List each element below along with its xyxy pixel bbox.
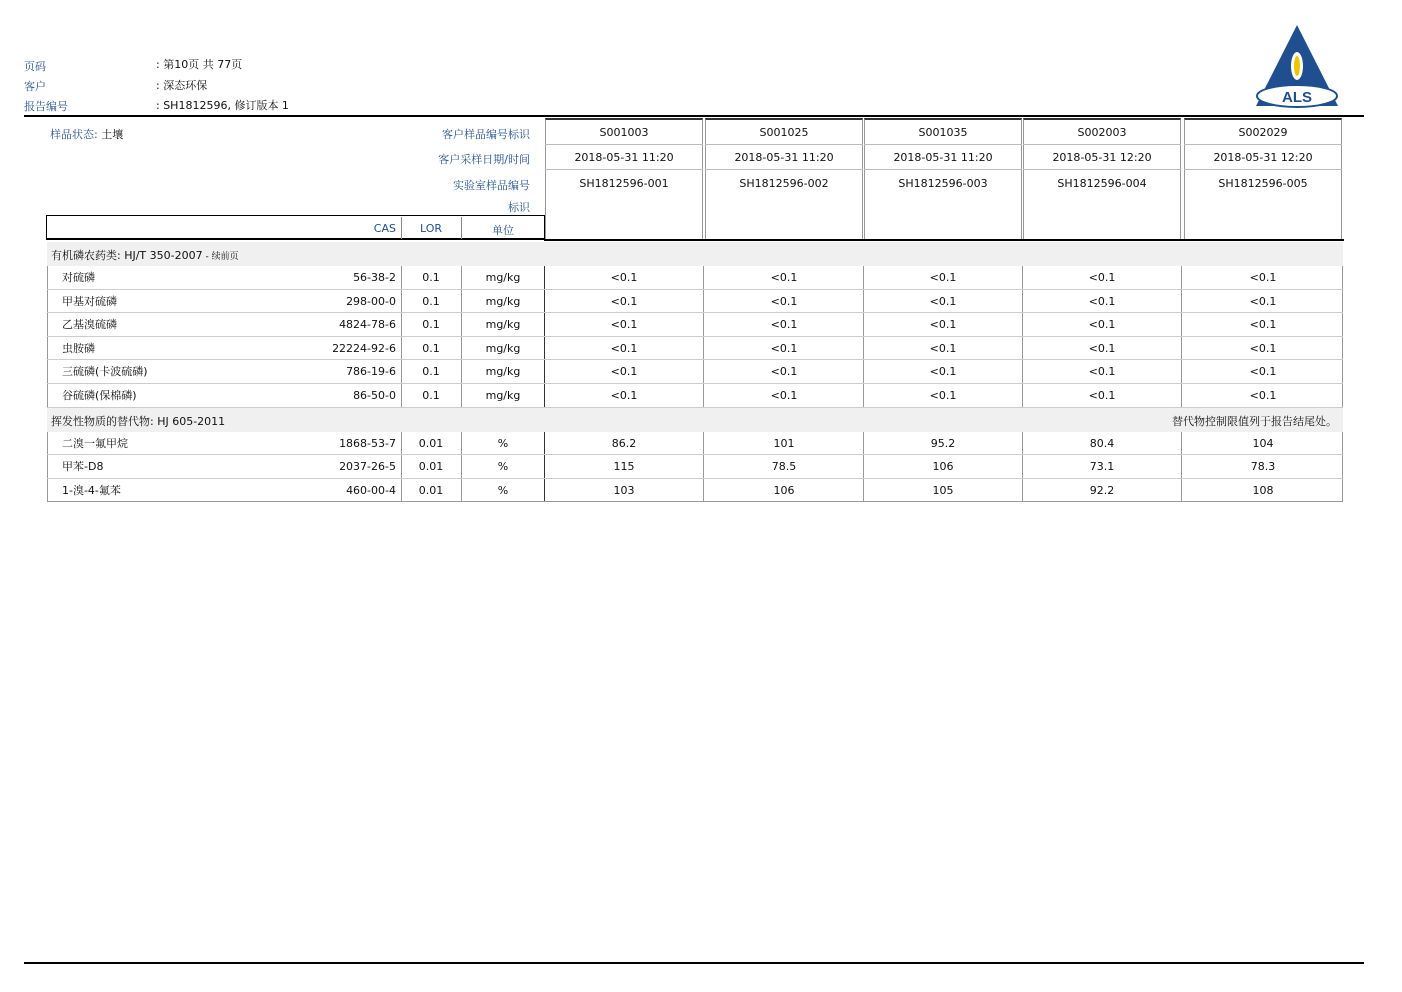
client-sample-id-label: 客户样品编号标识 (442, 128, 530, 141)
sample-client-id: S001035 (918, 126, 968, 139)
cell-divider (705, 169, 863, 170)
sample-status-value: 土壤 (101, 128, 124, 141)
sample-lab-id: SH1812596-001 (579, 177, 669, 190)
result-value: <0.1 (770, 318, 798, 332)
section-title: 挥发性物质的替代物: HJ 605-2011 (51, 414, 226, 428)
unit-value: mg/kg (485, 294, 521, 308)
sample-lab-id: SH1812596-004 (1057, 177, 1147, 190)
unit-value: mg/kg (485, 318, 521, 332)
section-header-row (47, 408, 1343, 432)
cell-divider (1023, 169, 1181, 170)
result-value: <0.1 (1249, 271, 1277, 284)
table-row (0, 337, 1402, 361)
sample-datetime-label: 客户采样日期/时间 (438, 153, 530, 166)
cell-divider (1023, 144, 1181, 145)
sample-lab-id: SH1812596-002 (739, 177, 829, 190)
analyte-name: 甲基对硫磷 (62, 294, 117, 308)
result-value: <0.1 (770, 271, 798, 284)
table-row (0, 479, 1402, 503)
sample-datetime: 2018-05-31 11:20 (734, 151, 834, 164)
analyte-name: 二溴一氟甲烷 (62, 436, 128, 450)
sample-datetime: 2018-05-31 12:20 (1052, 151, 1152, 164)
table-bottom-border (47, 501, 1343, 502)
lor-value: 0.1 (422, 389, 440, 402)
section-header-row (47, 242, 1343, 266)
result-value: <0.1 (929, 294, 957, 308)
section-note: 替代物控制限值列于报告结尾处。 (1172, 414, 1337, 428)
sample-client-id: S001003 (599, 126, 649, 139)
report-number-value: : SH1812596, 修订版本 1 (156, 99, 289, 112)
cell-divider (705, 144, 863, 145)
sample-datetime: 2018-05-31 12:20 (1213, 151, 1313, 164)
result-value: <0.1 (1249, 318, 1277, 332)
als-logo (1254, 22, 1340, 108)
report-number-label: 报告编号 (24, 100, 68, 113)
result-value: <0.1 (929, 318, 957, 332)
client-label: 客户 (24, 80, 46, 93)
cas-number: 298-00-0 (346, 294, 396, 308)
sample-client-id: S002003 (1077, 126, 1127, 139)
result-value: 104 (1252, 436, 1274, 450)
analyte-name: 三硫磷(卡波硫磷) (62, 365, 148, 379)
result-value: <0.1 (1249, 365, 1277, 379)
client-value: : 深态环保 (156, 79, 208, 92)
cas-number: 786-19-6 (346, 365, 396, 379)
logo-text: ALS (1282, 89, 1312, 106)
result-value: <0.1 (929, 365, 957, 379)
result-value: 108 (1252, 483, 1274, 497)
result-value: <0.1 (1088, 318, 1116, 332)
table-row (0, 432, 1402, 456)
result-value: 103 (613, 483, 635, 497)
sample-client-id: S002029 (1238, 126, 1288, 139)
cell-divider (864, 169, 1022, 170)
result-value: 105 (932, 483, 954, 497)
cas-number: 22224-92-6 (332, 341, 396, 355)
lor-value: 0.01 (418, 436, 444, 450)
cell-divider (864, 144, 1022, 145)
result-value: 73.1 (1089, 460, 1115, 474)
result-value: 92.2 (1089, 483, 1115, 497)
lor-header: LOR (419, 222, 443, 235)
result-value: <0.1 (770, 294, 798, 308)
lor-value: 0.1 (422, 318, 440, 332)
cell-divider (1184, 144, 1342, 145)
table-row (0, 313, 1402, 337)
result-value: 106 (932, 460, 954, 474)
table-row (0, 290, 1402, 314)
sample-client-id: S001025 (759, 126, 809, 139)
lor-value: 0.1 (422, 271, 440, 284)
analyte-name: 乙基溴硫磷 (62, 318, 117, 332)
cas-number: 56-38-2 (353, 271, 396, 284)
result-value: <0.1 (770, 365, 798, 379)
cell-divider (1184, 169, 1342, 170)
result-value: <0.1 (610, 341, 638, 355)
result-value: <0.1 (1088, 365, 1116, 379)
result-value: 101 (773, 436, 795, 450)
sample-lab-id: SH1812596-003 (898, 177, 988, 190)
cas-number: 460-00-4 (346, 483, 396, 497)
unit-value: % (497, 436, 509, 450)
cas-header: CAS (373, 222, 396, 235)
result-value: <0.1 (610, 365, 638, 379)
page-number-value: : 第10页 共 77页 (156, 58, 243, 71)
analyte-name: 1-溴-4-氟苯 (62, 483, 121, 497)
sample-lab-id: SH1812596-005 (1218, 177, 1308, 190)
unit-value: mg/kg (485, 341, 521, 355)
result-value: 78.5 (771, 460, 797, 474)
unit-value: mg/kg (485, 271, 521, 284)
analyte-name: 谷硫磷(保棉磷) (62, 389, 137, 402)
result-value: 95.2 (930, 436, 956, 450)
unit-value: % (497, 460, 509, 474)
table-row (0, 360, 1402, 384)
result-value: <0.1 (929, 389, 957, 402)
result-value: <0.1 (929, 341, 957, 355)
lab-sample-id-label: 实验室样品编号 (453, 179, 530, 192)
result-value: 86.2 (611, 436, 637, 450)
analyte-name: 虫胺磷 (62, 341, 95, 355)
result-value: 115 (613, 460, 635, 474)
section-title: 有机磷农药类: HJ/T 350-2007 - 续前页 (51, 249, 239, 262)
lor-value: 0.1 (422, 341, 440, 355)
result-value: <0.1 (610, 271, 638, 284)
result-value: <0.1 (770, 389, 798, 402)
lor-value: 0.01 (418, 460, 444, 474)
result-value: 80.4 (1089, 436, 1115, 450)
mark-label: 标识 (508, 201, 530, 214)
result-value: <0.1 (1249, 294, 1277, 308)
sample-datetime: 2018-05-31 11:20 (893, 151, 993, 164)
cas-number: 1868-53-7 (339, 436, 396, 450)
top-rule (24, 115, 1364, 117)
sample-status (50, 126, 123, 142)
sample-datetime: 2018-05-31 11:20 (574, 151, 674, 164)
unit-value: mg/kg (485, 389, 521, 402)
result-value: <0.1 (1088, 389, 1116, 402)
result-value: <0.1 (610, 318, 638, 332)
lor-value: 0.01 (418, 483, 444, 497)
unit-header: 单位 (492, 224, 514, 237)
unit-value: mg/kg (485, 365, 521, 379)
cell-divider (545, 169, 703, 170)
result-value: <0.1 (1088, 271, 1116, 284)
page-number-label: 页码 (24, 60, 46, 73)
header-bottom-rule (544, 239, 1344, 241)
result-value: <0.1 (929, 271, 957, 284)
lor-value: 0.1 (422, 365, 440, 379)
result-value: <0.1 (1249, 341, 1277, 355)
result-value: 78.3 (1250, 460, 1276, 474)
cas-number: 86-50-0 (353, 389, 396, 402)
result-value: <0.1 (610, 389, 638, 402)
lor-value: 0.1 (422, 294, 440, 308)
analyte-name: 甲苯-D8 (62, 460, 104, 474)
result-value: <0.1 (1249, 389, 1277, 402)
cell-divider (545, 144, 703, 145)
table-row (0, 384, 1402, 408)
bottom-rule (24, 962, 1364, 964)
sample-status-label: 样品状态: (50, 128, 98, 141)
result-value: <0.1 (610, 294, 638, 308)
result-value: 106 (773, 483, 795, 497)
result-value: <0.1 (1088, 294, 1116, 308)
unit-value: % (497, 483, 509, 497)
table-row (0, 266, 1402, 290)
analyte-name: 对硫磷 (62, 271, 95, 284)
cas-number: 4824-78-6 (339, 318, 396, 332)
table-row (0, 455, 1402, 479)
result-value: <0.1 (1088, 341, 1116, 355)
cas-number: 2037-26-5 (339, 460, 396, 474)
result-value: <0.1 (770, 341, 798, 355)
